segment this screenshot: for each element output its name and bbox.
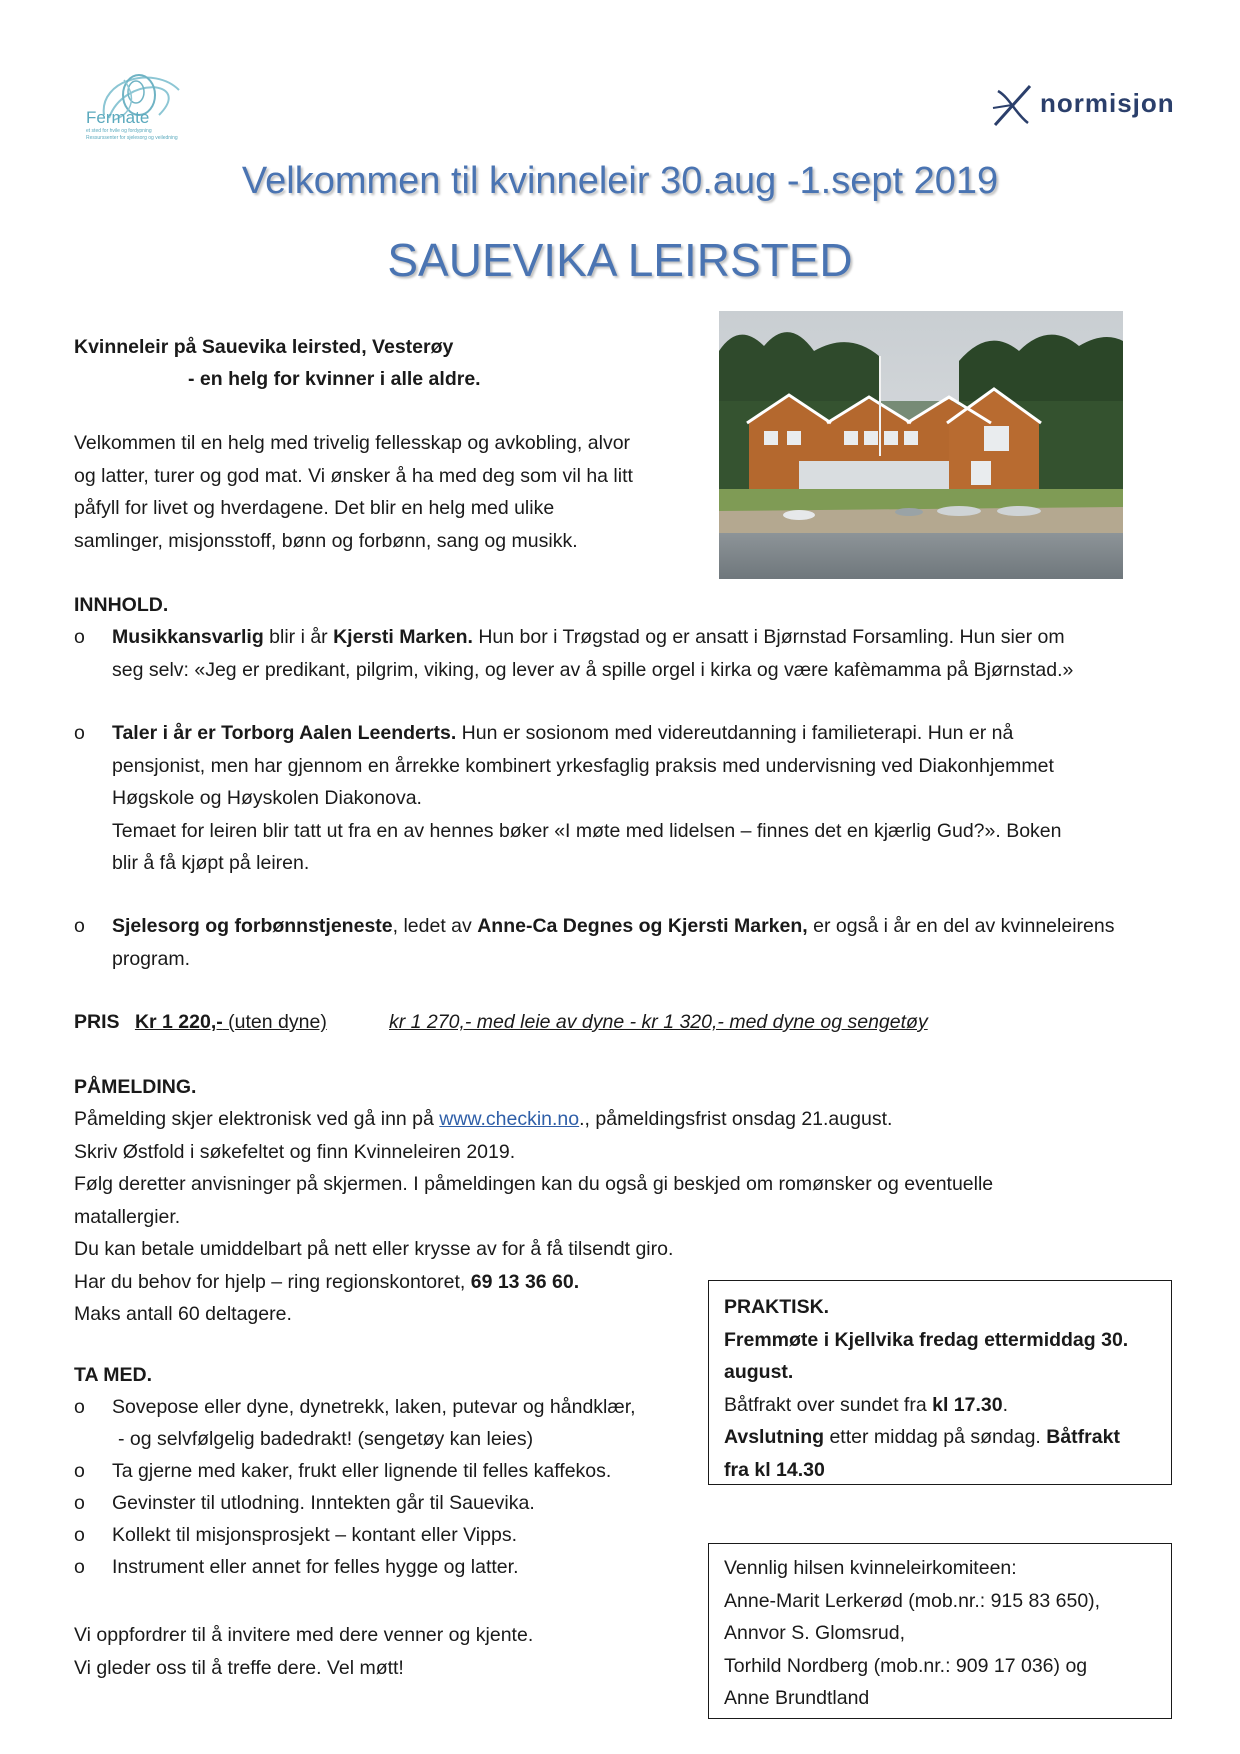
bullet-icon: o bbox=[74, 1396, 85, 1418]
lodge-image bbox=[719, 311, 1123, 579]
praktisk-line: august. bbox=[724, 1361, 794, 1383]
item-text: er også i år en del av kvinneleirens bbox=[807, 915, 1115, 937]
greeting-line: Annvor S. Glomsrud, bbox=[724, 1622, 905, 1644]
pamelding-text: Påmelding skjer elektronisk ved gå inn på bbox=[74, 1108, 440, 1130]
innhold-item-2 bbox=[0, 717, 1240, 882]
intro-paragraph-line: og latter, turer og god mat. Vi ønsker å ha med deg som vil ha litt bbox=[74, 464, 633, 487]
bullet-icon: o bbox=[74, 722, 85, 744]
item-text: blir å få kjøpt på leiren. bbox=[112, 852, 310, 874]
greeting-line: Vennlig hilsen kvinneleirkomiteen: bbox=[724, 1557, 1017, 1579]
list-item-text: Sovepose eller dyne, dynetrekk, laken, putevar og håndklær, bbox=[112, 1396, 636, 1418]
pris-price-2: kr 1 270,- med leie av dyne - kr 1 320,- med dyne og sengetøy bbox=[389, 1011, 928, 1033]
greeting-line: Anne-Marit Lerkerød (mob.nr.: 915 83 650), bbox=[724, 1589, 1101, 1612]
kjersti-marken-name: Kjersti Marken. bbox=[333, 626, 473, 648]
list-item-text: Gevinster til utlodning. Inntekten går til Sauevika. bbox=[112, 1492, 535, 1514]
closing-text bbox=[74, 1619, 533, 1684]
return-time: fra kl 14.30 bbox=[724, 1458, 825, 1481]
pris-label: PRIS bbox=[74, 1011, 120, 1033]
normisjon-logo bbox=[990, 80, 1175, 135]
pamelding-text: Skriv Østfold i søkefeltet og finn Kvinneleiren 2019. bbox=[74, 1140, 516, 1163]
innhold-item-1 bbox=[0, 621, 1240, 691]
bullet-icon: o bbox=[74, 626, 85, 648]
pamelding-text: ., påmeldingsfrist onsdag 21.august. bbox=[579, 1108, 893, 1130]
item-text: , ledet av bbox=[392, 915, 478, 937]
greeting-line: Torhild Nordberg (mob.nr.: 909 17 036) og bbox=[724, 1654, 1088, 1677]
musikkansvarlig-label: Musikkansvarlig bbox=[112, 626, 264, 648]
intro-line-1: Kvinneleir på Sauevika leirsted, Vesterøy bbox=[74, 336, 454, 358]
departure-time: kl 17.30 bbox=[932, 1393, 1003, 1416]
taler-label: Taler i år er Torborg Aalen Leenderts. bbox=[112, 722, 457, 744]
checkin-link[interactable]: www.checkin.no bbox=[439, 1108, 580, 1130]
innhold-heading: INNHOLD. bbox=[74, 594, 169, 616]
pamelding-heading: PÅMELDING. bbox=[74, 1076, 197, 1098]
page-title: Velkommen til kvinneleir 30.aug -1.sept 2019 bbox=[241, 160, 999, 202]
fermate-name: Fermate bbox=[86, 108, 150, 127]
innhold-item-3 bbox=[0, 910, 1240, 980]
item-text: Hun bor i Trøgstad og er ansatt i Bjørnstad Forsamling. Hun sier om bbox=[472, 626, 1065, 648]
item-text: Hun er sosionom med videreutdanning i familieterapi. Hun er nå bbox=[456, 722, 1014, 744]
pris-price-1: Kr 1 220,- bbox=[134, 1011, 223, 1033]
item-text: blir i år bbox=[263, 626, 334, 648]
item-text: program. bbox=[112, 947, 191, 970]
pris-line bbox=[74, 1006, 1174, 1039]
phone-number: 69 13 36 60. bbox=[470, 1270, 580, 1293]
bullet-icon: o bbox=[74, 1524, 85, 1546]
normisjon-name: normisjon bbox=[1040, 88, 1175, 118]
pamelding-text: matallergier. bbox=[74, 1205, 181, 1228]
bullet-icon: o bbox=[74, 915, 85, 937]
intro-line-2: - en helg for kvinner i alle aldre. bbox=[188, 368, 481, 390]
list-item-text: - og selvfølgelig badedrakt! (sengetøy kan leies) bbox=[118, 1428, 534, 1450]
greeting-line: Anne Brundtland bbox=[724, 1687, 870, 1709]
item-text: pensjonist, men har gjennom en årrekke kombinert yrkesfaglig praksis med undervisning ved Diakonhjemmet bbox=[112, 754, 1054, 777]
bullet-icon: o bbox=[74, 1492, 85, 1514]
item-text: Temaet for leiren blir tatt ut fra en av hennes bøker «I møte med lidelsen – finnes det en kjærlig Gud?». Boken bbox=[112, 819, 1062, 842]
praktisk-heading: PRAKTISK. bbox=[724, 1296, 830, 1318]
ta-med-list bbox=[0, 1391, 700, 1591]
item-text: seg selv: «Jeg er predikant, pilgrim, viking, og lever av å spille orgel i kirka og være kafèmamma på Bjørnstad.» bbox=[112, 658, 1074, 681]
fermate-tagline-2: Ressurssenter for sjelesorg og veiledning bbox=[86, 135, 178, 141]
pamelding-text: Har du behov for hjelp – ring regionskontoret, bbox=[74, 1270, 471, 1293]
pamelding-text: Maks antall 60 deltagere. bbox=[74, 1303, 292, 1325]
ta-med-heading: TA MED. bbox=[74, 1364, 152, 1386]
intro-paragraph-line: samlinger, misjonsstoff, bønn og forbønn, sang og musikk. bbox=[74, 529, 578, 552]
list-item-text: Instrument eller annet for felles hygge og latter. bbox=[112, 1556, 519, 1578]
intro-paragraph-line: Velkommen til en helg med trivelig fellesskap og avkobling, alvor bbox=[74, 432, 631, 454]
sjelesorg-label: Sjelesorg og forbønnstjeneste bbox=[112, 915, 393, 937]
pamelding-text: Du kan betale umiddelbart på nett eller krysse av for å få tilsendt giro. bbox=[74, 1238, 674, 1260]
closing-line: Vi gleder oss til å treffe dere. Vel møtt! bbox=[74, 1656, 404, 1679]
sauevika-photo bbox=[719, 311, 1123, 579]
praktisk-text: etter middag på søndag. bbox=[824, 1426, 1047, 1448]
intro-paragraph bbox=[74, 427, 633, 557]
page-subtitle: SAUEVIKA LEIRSTED bbox=[387, 234, 853, 286]
list-item-text: Ta gjerne med kaker, frukt eller lignende til felles kaffekos. bbox=[112, 1460, 612, 1482]
pamelding-text: Følg deretter anvisninger på skjermen. I påmeldingen kan du også gi beskjed om romønsker og eventuelle bbox=[74, 1173, 994, 1195]
list-item-text: Kollekt til misjonsprosjekt – kontant eller Vipps. bbox=[112, 1524, 517, 1546]
praktisk-box bbox=[708, 1280, 1172, 1485]
closing-line: Vi oppfordrer til å invitere med dere venner og kjente. bbox=[74, 1624, 534, 1646]
avslutning-label: Avslutning bbox=[724, 1426, 825, 1448]
leaders-names: Anne-Ca Degnes og Kjersti Marken, bbox=[477, 915, 808, 937]
bullet-icon: o bbox=[74, 1556, 85, 1578]
batfrakt-label: Båtfrakt bbox=[1046, 1426, 1120, 1448]
intro-paragraph-line: påfyll for livet og hverdagene. Det blir en helg med ulike bbox=[74, 497, 555, 519]
greeting-box bbox=[708, 1543, 1172, 1719]
fermate-tagline-1: et sted for hvile og fordypning bbox=[86, 128, 152, 134]
pris-price-1-note: (uten dyne) bbox=[222, 1011, 327, 1033]
item-text: Høgskole og Høyskolen Diakonova. bbox=[112, 787, 422, 809]
normisjon-cross-icon bbox=[990, 83, 1035, 128]
bullet-icon: o bbox=[74, 1460, 85, 1482]
praktisk-line: Fremmøte i Kjellvika fredag ettermiddag 30. bbox=[724, 1328, 1129, 1351]
praktisk-text: . bbox=[1002, 1393, 1009, 1416]
fermate-logo bbox=[84, 60, 214, 150]
praktisk-text: Båtfrakt over sundet fra bbox=[724, 1393, 933, 1416]
